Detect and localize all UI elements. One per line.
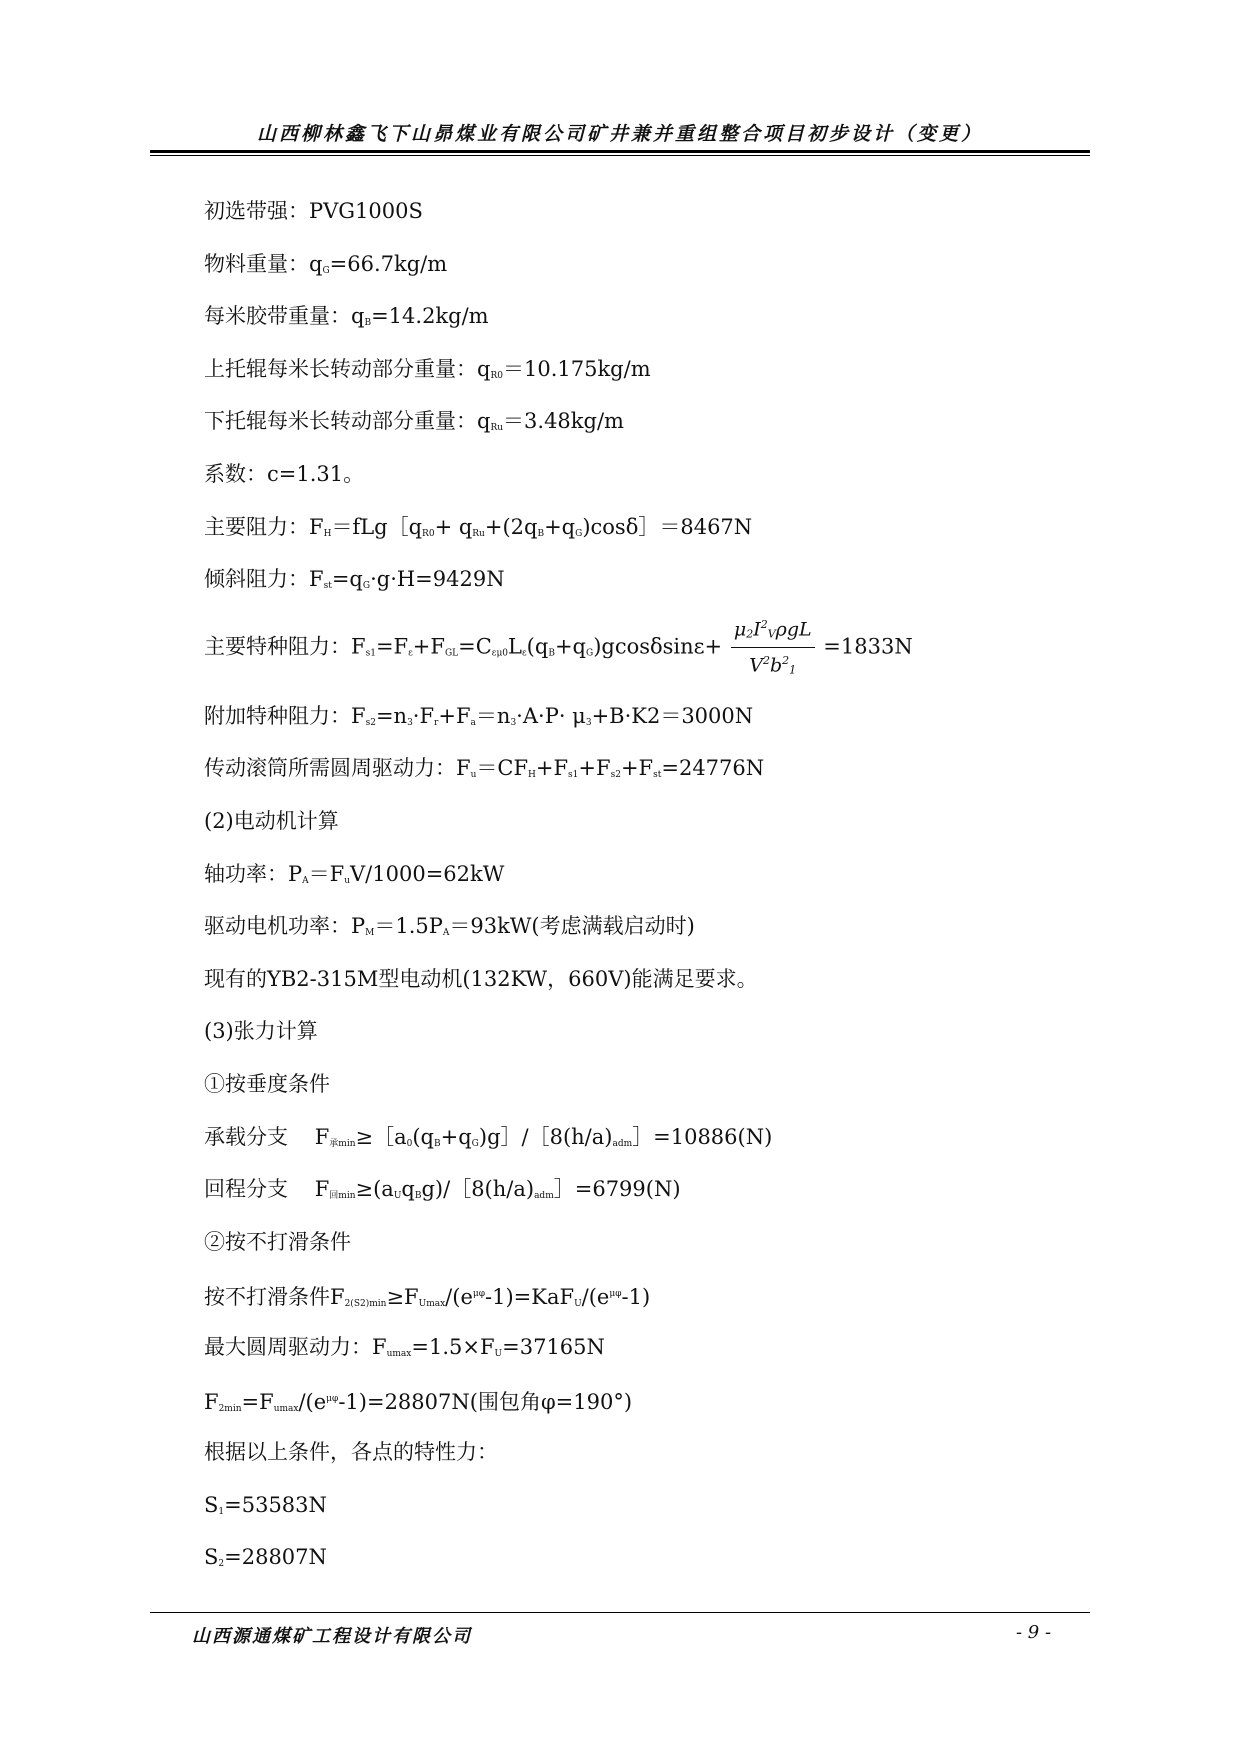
drive-force-line: 传动滚筒所需圆周驱动力：$F_u=CF_H+F_{s1}+F_{s2}+F_{st}=24776N$ [204,756,765,781]
material-weight-line: 物料重量：$q_G=66.7kg/m$ [204,251,448,276]
sag-condition-heading: ①按垂度条件 [204,1071,330,1096]
motor-calc-heading: (2)电动机计算 [204,808,339,833]
carrying-branch-line: 承载分支 $F_{承min}\ge[a_0(q_B+q_G)g]/[8(h/a)_{adm}]=10886(N)$ [204,1124,773,1149]
additional-resistance-line: 附加特种阻力：$F_{s2}=n_3\cdot F_r+F_a=n_3\cdot A\cdot P\cdot \mu_3+B\cdot K2=3000N$ [204,703,754,728]
header-rule-thin [150,155,1090,156]
coefficient-line: 系数：c=1.31。 [204,461,365,486]
footer-rule [150,1612,1090,1613]
incline-resistance-line: 倾斜阻力：$F_{st}=q_G\cdot g\cdot H=9429N$ [204,567,505,592]
fraction-numerator: $\mu_2I^2_V\rho gL$ [731,612,815,648]
f2min-line: $F_{2min}=F_{umax}/(e^{\mu\varphi}-1)=28807N$(围包角φ=190°) [204,1390,633,1415]
max-drive-force-line: 最大圆周驱动力：$F_{umax}=1.5\times F_U=37165N$ [204,1334,605,1359]
shaft-power-line: 轴功率：$P_A=F_uV/1000=62kW$ [204,861,505,886]
belt-strength-line: 初选带强：PVG1000S [204,199,423,223]
s1-line: $S_1=53583N$ [204,1492,327,1517]
main-resistance-line: 主要阻力：$F_H=fLg[q_{R0}+$ $q_{Ru}+(2q_B+q_G)\cos\delta]=8467N$ [204,514,753,539]
footer-company-name: 山西源通煤矿工程设计有限公司 [192,1626,472,1647]
lower-idler-weight-line: 下托辊每米长转动部分重量：$q_{Ru}=3.48kg/m$ [204,409,624,434]
special-resistance-line: 主要特种阻力：$F_{s1}=F_\varepsilon+F_{GL}=C_{\varepsilon\mu 0}L_\varepsilon(q_B+q_G)gcos\delta\sin\varepsilon+$ $\frac{\mu_2I^2_V\rho gL}{V^2b^2_1}$ =1833N [204,612,1084,696]
s2-line: $S_2=28807N$ [204,1545,327,1570]
page-header-title: 山西柳林鑫飞下山昴煤业有限公司矿井兼并重组整合项目初步设计（变更） [256,123,983,145]
fraction-denominator: $V^2b^2_1$ [749,654,797,677]
document-body [204,191,1084,1590]
return-branch-line: 回程分支 $F_{回min}\ge(a_Uq_Bg)/[8(h/a)_{adm}]=6799(N)$ [204,1177,681,1202]
existing-motor-line: 现有的YB2-315M型电动机(132KW，660V)能满足要求。 [204,966,758,991]
no-slip-heading: ②按不打滑条件 [204,1229,351,1254]
header-rule-thick [150,150,1090,153]
special-resistance-fraction [731,612,815,684]
motor-power-line: 驱动电机功率：$P_M=1.5P_A=93kW$(考虑满载启动时) [204,914,695,939]
tension-calc-heading: (3)张力计算 [204,1019,318,1044]
page-number: - 9 - [1016,1622,1052,1643]
belt-weight-line: 每米胶带重量：$q_B=14.2kg/m$ [204,304,489,329]
upper-idler-weight-line: 上托辊每米长转动部分重量：$q_{R0}=10.175kg/m$ [204,356,651,381]
no-slip-condition-line: 按不打滑条件$F_{2(S2)min}\ge F_{Umax}/(e^{\mu\varphi}-1)=KaF_U/(e^{\mu\varphi}-1)$ [204,1285,651,1310]
characteristic-force-intro: 根据以上条件，各点的特性力： [204,1440,498,1465]
